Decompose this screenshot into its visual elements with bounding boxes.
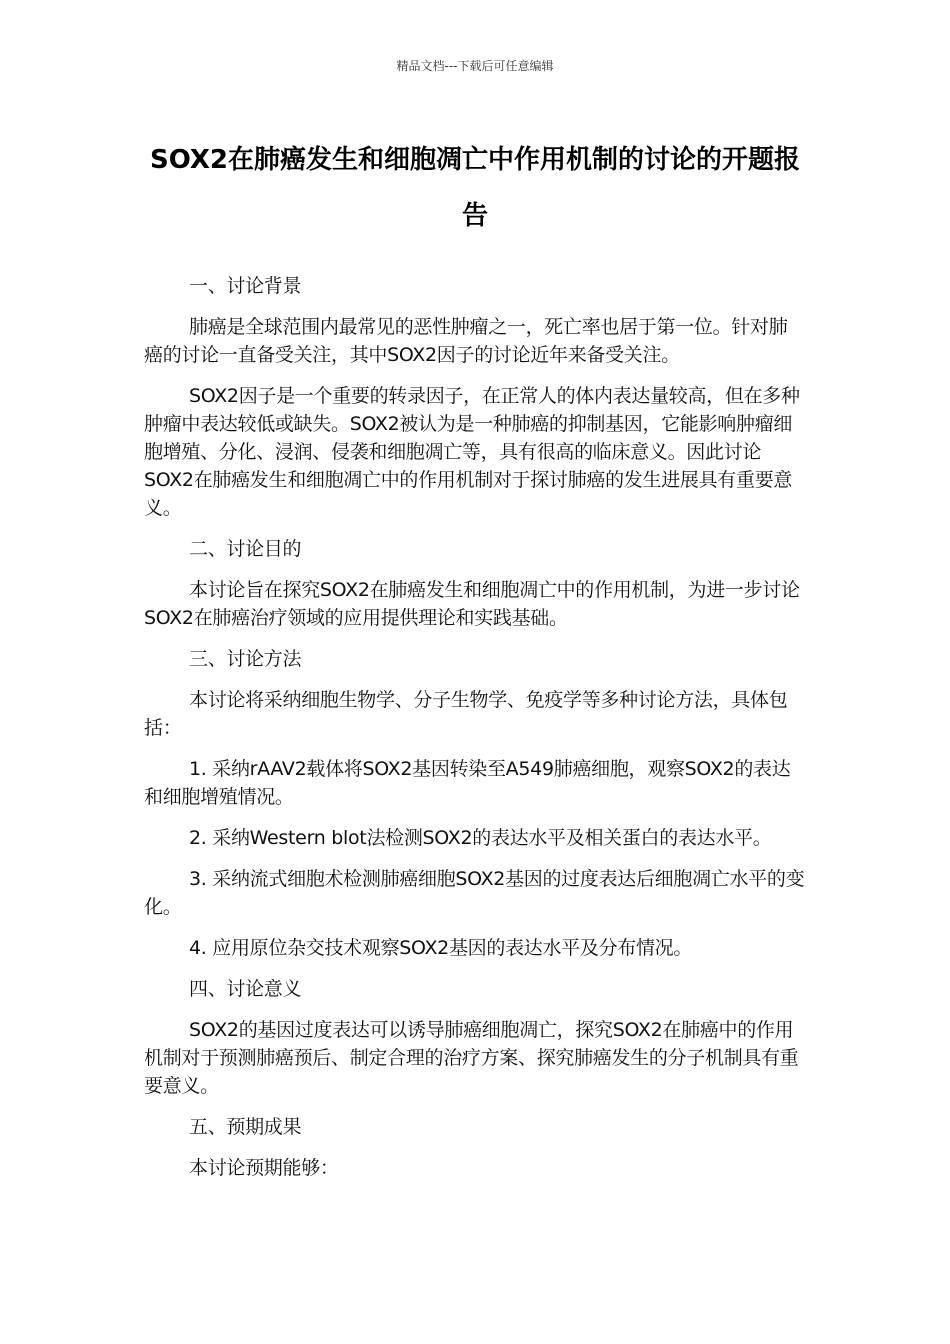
paragraph: 肺癌是全球范围内最常见的恶性肿瘤之一，死亡率也居于第一位。针对肺癌的讨论一直备受关注，其中SOX2因子的讨论近年来备受关注。	[144, 316, 788, 366]
list-item: 3. 采纳流式细胞术检测肺癌细胞SOX2基因的过度表达后细胞凋亡水平的变化。	[144, 868, 805, 918]
paragraph: SOX2因子是一个重要的转录因子，在正常人的体内表达量较高，但在多种肿瘤中表达较低或缺失。SOX2被认为是一种肺癌的抑制基因，它能影响肿瘤细胞增殖、分化、浸润、侵袭和细胞凋亡等，具有很高的临床意义。因此讨论SOX2在肺癌发生和细胞凋亡中的作用机制对于探讨肺癌的发生进展具有重要意义。	[144, 385, 800, 519]
section-heading-significance: 四、讨论意义	[189, 978, 302, 1000]
paragraph: SOX2的基因过度表达可以诱导肺癌细胞凋亡，探究SOX2在肺癌中的作用机制对于预测肺癌预后、制定合理的治疗方案、探究肺癌发生的分子机制具有重要意义。	[144, 1019, 799, 1097]
section-heading-background: 一、讨论背景	[189, 275, 302, 297]
document-title: SOX2在肺癌发生和细胞凋亡中作用机制的讨论的开题报告	[149, 145, 801, 231]
document-body	[144, 272, 806, 1195]
paragraph: 本讨论预期能够：	[189, 1157, 339, 1179]
list-item: 1. 采纳rAAV2载体将SOX2基因转染至A549肺癌细胞，观察SOX2的表达和细胞增殖情况。	[144, 758, 791, 808]
list-item: 4. 应用原位杂交技术观察SOX2基因的表达水平及分布情况。	[189, 937, 693, 959]
list-item: 2. 采纳Western blot法检测SOX2的表达水平及相关蛋白的表达水平。	[189, 827, 772, 849]
header-note: 精品文档---下载后可任意编辑	[396, 59, 554, 73]
paragraph: 本讨论将采纳细胞生物学、分子生物学、免疫学等多种讨论方法，具体包括：	[144, 689, 788, 739]
section-heading-methods: 三、讨论方法	[189, 648, 302, 670]
section-heading-purpose: 二、讨论目的	[189, 538, 302, 560]
section-heading-expected-results: 五、预期成果	[189, 1116, 302, 1138]
paragraph: 本讨论旨在探究SOX2在肺癌发生和细胞凋亡中的作用机制，为进一步讨论SOX2在肺癌治疗领域的应用提供理论和实践基础。	[144, 579, 800, 629]
